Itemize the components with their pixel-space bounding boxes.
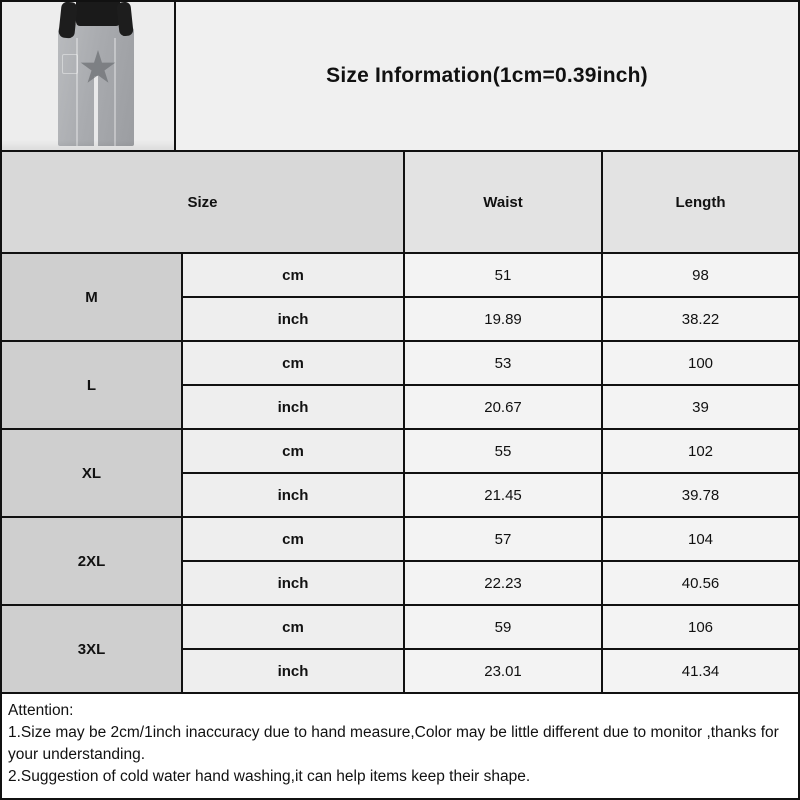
column-header-length: Length	[602, 152, 798, 253]
size-label-l: L	[2, 341, 182, 429]
size-label-3xl: 3XL	[2, 605, 182, 693]
length-value: 102	[602, 429, 798, 473]
length-value: 39.78	[602, 473, 798, 517]
waist-value: 22.23	[404, 561, 602, 605]
model-torso-icon	[76, 2, 120, 26]
column-header-waist: Waist	[404, 152, 602, 253]
length-value: 100	[602, 341, 798, 385]
waist-value: 51	[404, 253, 602, 297]
waist-value: 19.89	[404, 297, 602, 341]
table-row	[2, 253, 798, 297]
pants-leg-gap-icon	[94, 76, 98, 146]
length-value: 41.34	[602, 649, 798, 693]
length-value: 39	[602, 385, 798, 429]
unit-cm: cm	[182, 517, 404, 561]
length-value: 106	[602, 605, 798, 649]
table-header-row	[2, 152, 798, 253]
table-row	[2, 429, 798, 473]
page-title: Size Information(1cm=0.39inch)	[326, 64, 648, 87]
unit-inch: inch	[182, 385, 404, 429]
waist-value: 53	[404, 341, 602, 385]
size-label-xl: XL	[2, 429, 182, 517]
size-table	[2, 152, 798, 694]
waist-value: 23.01	[404, 649, 602, 693]
waist-value: 55	[404, 429, 602, 473]
unit-inch: inch	[182, 561, 404, 605]
title-cell	[176, 2, 798, 150]
waist-value: 57	[404, 517, 602, 561]
product-photo-cell	[2, 2, 176, 150]
length-value: 104	[602, 517, 798, 561]
unit-inch: inch	[182, 649, 404, 693]
attention-line-1: 1.Size may be 2cm/1inch inaccuracy due to hand measure,Color may be little different due to monitor ,thanks for your understanding.	[8, 724, 779, 763]
table-row	[2, 605, 798, 649]
attention-block	[2, 694, 798, 798]
pants-crease-right-icon	[114, 38, 116, 146]
length-value: 40.56	[602, 561, 798, 605]
column-header-size: Size	[2, 152, 404, 253]
unit-cm: cm	[182, 253, 404, 297]
waist-value: 59	[404, 605, 602, 649]
table-row	[2, 341, 798, 385]
unit-cm: cm	[182, 341, 404, 385]
unit-inch: inch	[182, 473, 404, 517]
photo-shadow	[2, 140, 174, 150]
size-label-2xl: 2XL	[2, 517, 182, 605]
pants-pocket-icon	[62, 54, 78, 74]
attention-line-2: 2.Suggestion of cold water hand washing,it can help items keep their shape.	[8, 768, 531, 786]
unit-inch: inch	[182, 297, 404, 341]
unit-cm: cm	[182, 429, 404, 473]
length-value: 98	[602, 253, 798, 297]
table-row	[2, 517, 798, 561]
attention-heading: Attention:	[8, 702, 74, 719]
waist-value: 20.67	[404, 385, 602, 429]
length-value: 38.22	[602, 297, 798, 341]
size-label-m: M	[2, 253, 182, 341]
header-row	[2, 2, 798, 152]
product-photo	[2, 2, 174, 150]
unit-cm: cm	[182, 605, 404, 649]
waist-value: 21.45	[404, 473, 602, 517]
